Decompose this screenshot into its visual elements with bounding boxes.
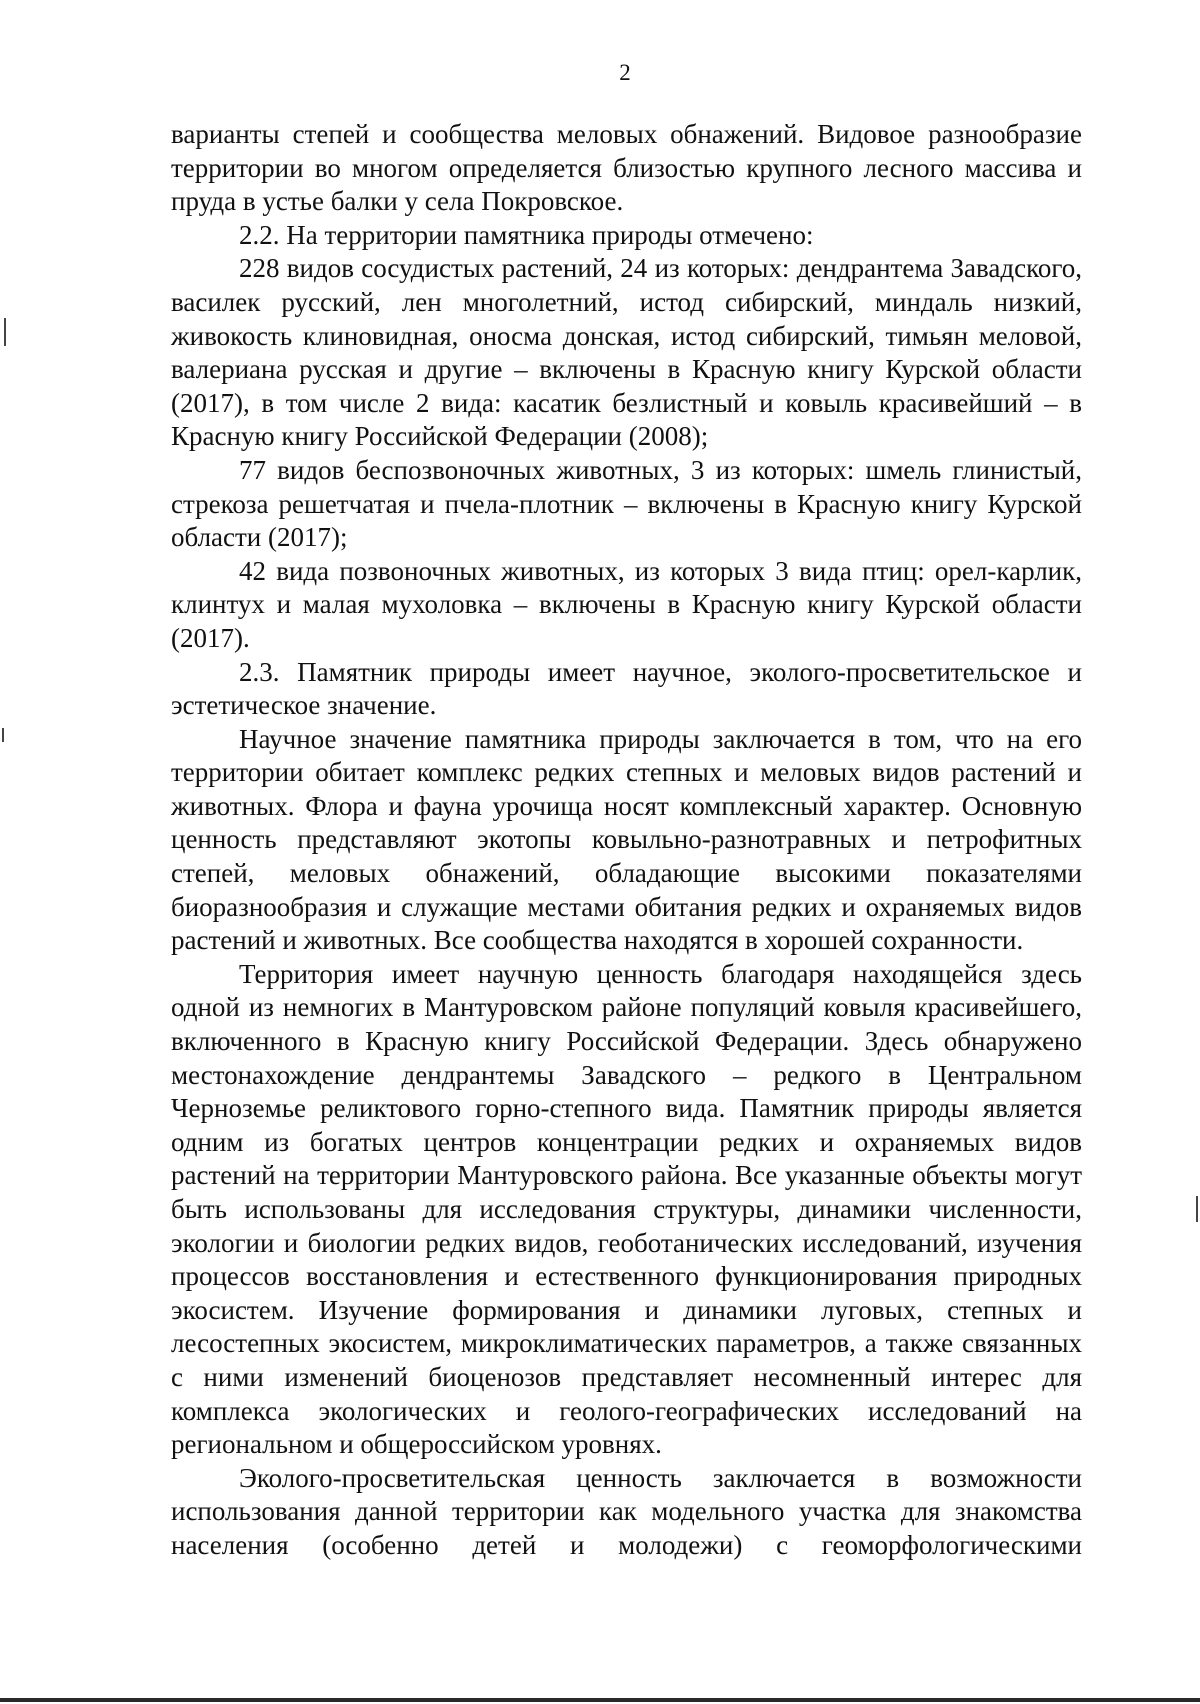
paragraph-vertebrates: 42 вида позвоночных животных, из которых 3 вида птиц: орел-карлик, клинтух и малая мухоловка – включены в Красную книгу Курской области (2017). <box>171 555 1082 653</box>
paragraph-section-2-3: 2.3. Памятник природы имеет научное, эколого-просветительское и эстетическое значение. <box>171 656 1082 721</box>
paragraph-educational-value: Эколого-просветительская ценность заключается в возможности использования данной территории как модельного участка для знакомства населения (особенно детей и молодежи) с геоморфологическими <box>171 1462 1082 1560</box>
paragraph-territory-value: Территория имеет научную ценность благодаря находящейся здесь одной из немногих в Мантуровском районе популяций ковыля красивейшего, включенного в Красную книгу Российской Федерации. Здесь обнаружено местонахождение дендрантемы Завадского – редкого в Центральном Черноземье реликтового горно-степного вида. Памятник природы является одним из богатых центров концентрации редких и охраняемых видов растений на территории Мантуровского района. Все указанные объекты могут быть использованы для исследования структуры, динамики численности, экологии и биологии редких видов, геоботанических исследований, изучения процессов восстановления и естественного функционирования природных экосистем. Изучение формирования и динамики луговых, степных и лесостепных экосистем, микроклиматических параметров, а также связанных с ними изменений биоценозов представляет несомненный интерес для комплекса экологических и геолого-географических исследований на региональном и общероссийском уровнях. <box>171 958 1082 1460</box>
scan-artifact-mark <box>4 318 6 346</box>
paragraph-section-2-2: 2.2. На территории памятника природы отмечено: <box>239 219 814 250</box>
page-number: 2 <box>619 60 631 85</box>
scan-bottom-edge <box>0 1698 1200 1702</box>
paragraph-scientific-value: Научное значение памятника природы заключается в том, что на его территории обитает комплекс редких степных и меловых видов растений и животных. Флора и фауна урочища носят комплексный характер. Основную ценность представляют экотопы ковыльно-разнотравных и петрофитных степей, меловых обнажений, обладающие высокими показателями биоразнообразия и служащие местами обитания редких и охраняемых видов растений и животных. Все сообщества находятся в хорошей сохранности. <box>171 723 1082 956</box>
body-text <box>171 118 1082 1563</box>
scan-artifact-mark <box>1196 1196 1198 1222</box>
paragraph-invertebrates: 77 видов беспозвоночных животных, 3 из которых: шмель глинистый, стрекоза решетчатая и пчела-плотник – включены в Красную книгу Курской области (2017); <box>171 454 1082 553</box>
paragraph-vascular-plants: 228 видов сосудистых растений, 24 из которых: дендрантема Завадского, василек русский, лен многолетний, истод сибирский, миндаль низкий, живокость клиновидная, оносма донская, истод сибирский, тимьян меловой, валериана русская и другие – включены в Красную книгу Курской области (2017), в том числе 2 вида: касатик безлистный и ковыль красивейший – в Красную книгу Российской Федерации (2008); <box>171 253 1082 452</box>
paragraph-continuation: варианты степей и сообщества меловых обнажений. Видовое разнообразие территории во многом определяется близостью крупного лесного массива и пруда в устье балки у села Покровское. <box>171 119 1082 217</box>
scan-artifact-mark <box>2 728 4 742</box>
